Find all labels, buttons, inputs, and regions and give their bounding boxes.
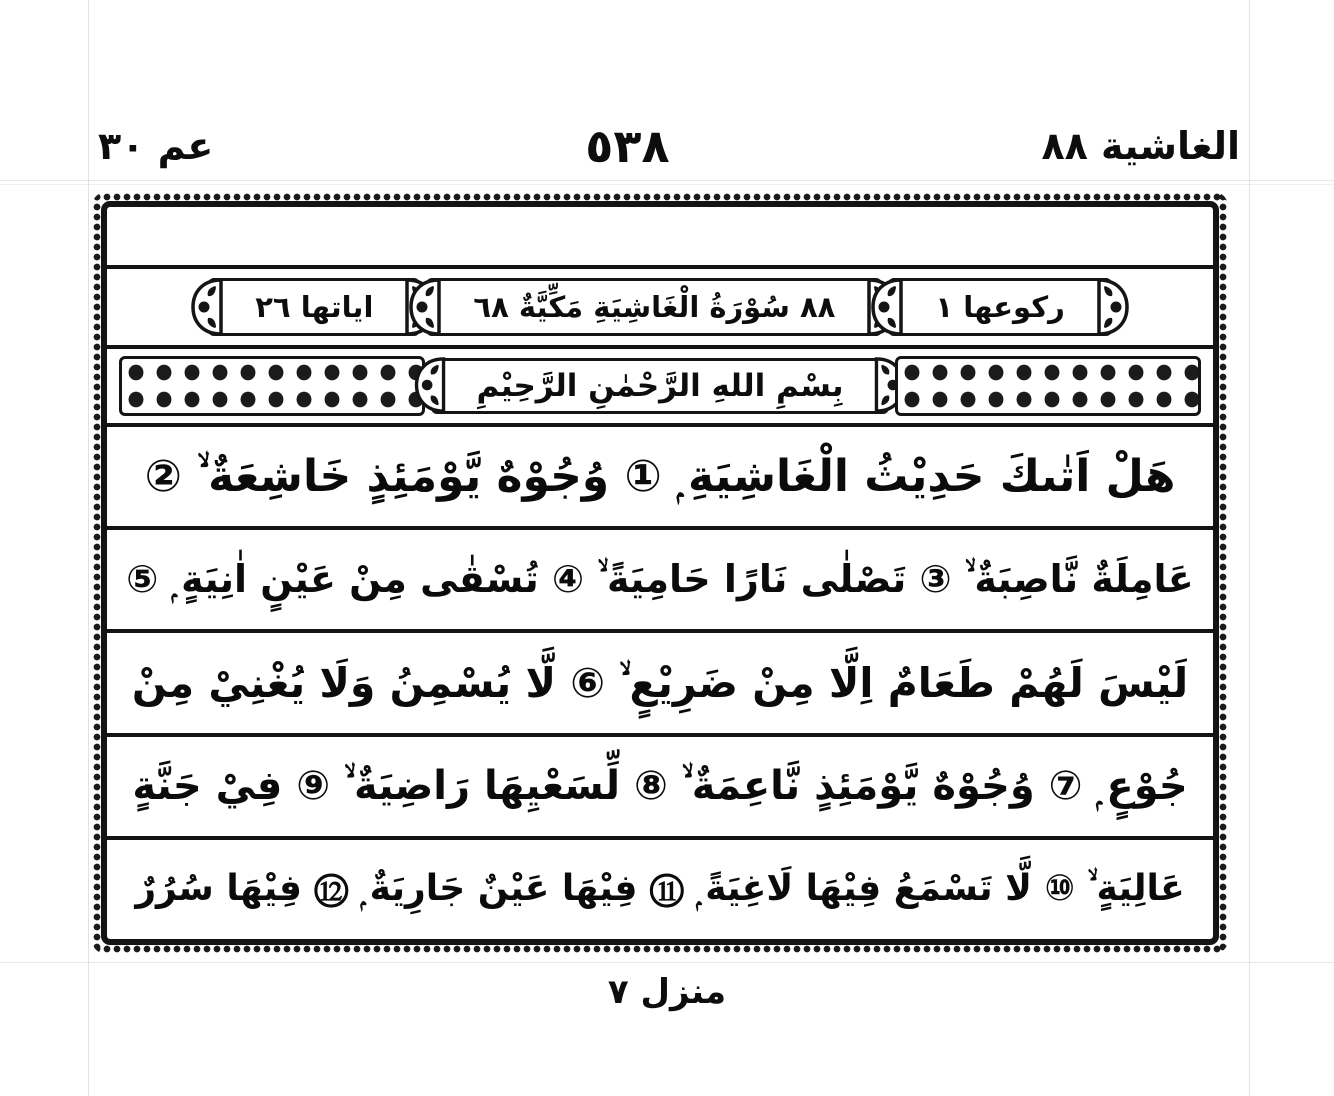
cartouche-ayat-count bbox=[208, 278, 420, 336]
ayah-line-5-text: عَالِيَةٍ ۙ ⑩ لَّا تَسْمَعُ فِيْهَا لَاغِيَةً ۭ ⑪ فِيْهَا عَيْنٌ جَارِيَةٌ ۭ ⑫ فِيْهَا سُرُرٌ bbox=[135, 868, 1185, 910]
cartouche-ayat-count-text: اياتها ٢٦ bbox=[255, 289, 374, 324]
page-frame-inner bbox=[101, 201, 1219, 945]
ayah-line-3-text: لَيْسَ لَهُمْ طَعَامٌ اِلَّا مِنْ ضَرِيْعٍ ۙ ⑥ لَّا يُسْمِنُ وَلَا يُغْنِيْ مِنْ bbox=[131, 658, 1189, 707]
margin-guide-bottom bbox=[0, 962, 1334, 963]
lobe-ornament-icon bbox=[191, 278, 225, 336]
surah-info-band bbox=[107, 269, 1213, 349]
page-header bbox=[88, 116, 1250, 176]
bismillah-cartouche bbox=[431, 358, 888, 414]
page-number: ٥٣٨ bbox=[585, 119, 670, 173]
page-footer bbox=[0, 972, 1334, 1012]
ayah-line-4 bbox=[107, 737, 1213, 840]
bismillah-text: بِسْمِ اللهِ الرَّحْمٰنِ الرَّحِيْمِ bbox=[476, 367, 844, 404]
lobe-ornament-icon bbox=[1095, 278, 1129, 336]
ayah-line-5 bbox=[107, 840, 1213, 939]
margin-guide-top bbox=[0, 180, 1334, 181]
header-surah-label: الغاشية ٨٨ bbox=[1041, 124, 1240, 168]
bismillah-band bbox=[107, 349, 1213, 427]
ayah-line-2 bbox=[107, 530, 1213, 633]
margin-guide-top-2 bbox=[0, 184, 1334, 185]
manzil-label: منزل ٧ bbox=[607, 972, 727, 1012]
cartouche-ruku-count-text: ركوعها ١ bbox=[935, 289, 1065, 324]
cartouche-ruku-count bbox=[888, 278, 1111, 336]
frame-blank-band bbox=[107, 207, 1213, 269]
bismillah-ornament-left-icon bbox=[895, 356, 1201, 416]
ayah-line-1-text: هَلْ اَتٰىكَ حَدِيْثُ الْغَاشِيَةِ ۭ ① وُجُوْهٌ يَّوْمَئِذٍ خَاشِعَةٌ ۙ ② bbox=[144, 450, 1176, 502]
ayah-line-3 bbox=[107, 633, 1213, 736]
cartouche-surah-title bbox=[426, 278, 882, 336]
ayah-line-1 bbox=[107, 427, 1213, 530]
bismillah-ornament-right-icon bbox=[119, 356, 425, 416]
ayah-line-4-text: جُوْعٍ ۭ ⑦ وُجُوْهٌ يَّوْمَئِذٍ نَّاعِمَةٌ ۙ ⑧ لِّسَعْيِهَا رَاضِيَةٌ ۙ ⑨ فِيْ جَنَّةٍ bbox=[132, 762, 1188, 809]
page-frame-border bbox=[92, 192, 1228, 954]
ayah-line-2-text: عَامِلَةٌ نَّاصِبَةٌ ۙ ③ تَصْلٰى نَارًا حَامِيَةً ۙ ④ تُسْقٰى مِنْ عَيْنٍ اٰنِيَةٍ ۭ ⑤ bbox=[126, 557, 1194, 602]
cartouche-surah-title-text: ٨٨ سُوْرَةُ الْغَاشِيَةِ مَكِّيَّةٌ ٦٨ bbox=[473, 289, 836, 324]
header-juz-label: عم ٣٠ bbox=[98, 124, 214, 168]
